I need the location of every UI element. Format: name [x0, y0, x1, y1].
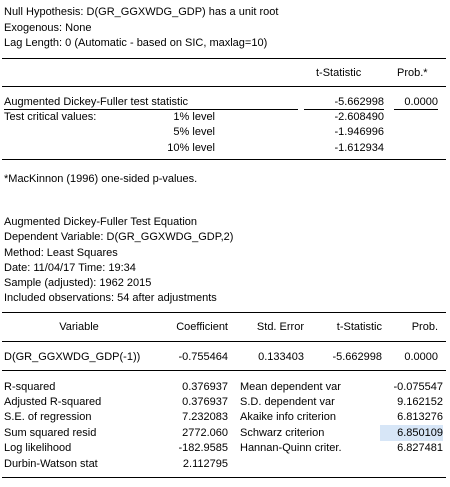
coef-tstat: -5.662998 [332, 351, 382, 363]
observations-line: Included observations: 54 after adjustments [4, 292, 217, 304]
coef-value: -0.755464 [178, 351, 228, 363]
stat-value-log-likelihood: -182.9585 [178, 442, 228, 454]
coef-variable: D(GR_GGXWDG_GDP(-1)) [4, 351, 141, 363]
col-coefficient-header: Coefficient [176, 321, 228, 333]
stat-label-r-squared: R-squared [4, 381, 56, 393]
method-line: Method: Least Squares [4, 247, 118, 259]
crit-level-1: 1% level [173, 111, 215, 123]
table-top-rule [2, 58, 446, 59]
stat-label-hannan-quinn: Hannan-Quinn criter. [240, 442, 342, 454]
stat-label-mean-dep: Mean dependent var [240, 381, 341, 393]
stat-value-se-regression: 7.232083 [182, 411, 228, 423]
stat-value-adj-r-squared: 0.376937 [182, 396, 228, 408]
col-prob-header: Prob.* [397, 67, 428, 79]
coef-prob: 0.0000 [404, 351, 438, 363]
crit-level-5: 5% level [173, 126, 215, 138]
exogenous-line: Exogenous: None [4, 22, 92, 34]
stat-label-adj-r-squared: Adjusted R-squared [4, 396, 102, 408]
stats-bottom-rule [2, 477, 446, 478]
stat-label-log-likelihood: Log likelihood [4, 442, 72, 454]
sample-line: Sample (adjusted): 1962 2015 [4, 277, 152, 289]
coef-bottom-rule [2, 370, 446, 371]
col-variable-header: Variable [59, 321, 99, 333]
date-line: Date: 11/04/17 Time: 19:34 [4, 262, 136, 274]
stat-value-hannan-quinn: 6.827481 [397, 442, 443, 454]
col-tstat-header-2: t-Statistic [336, 321, 382, 333]
crit-value-1: -2.608490 [334, 111, 384, 123]
adf-label: Augmented Dickey-Fuller test statistic [4, 96, 298, 110]
stat-value-r-squared: 0.376937 [182, 381, 228, 393]
stat-label-akaike: Akaike info criterion [240, 411, 336, 423]
crit-level-10: 10% level [167, 142, 215, 154]
adf-tstat: -5.662998 [304, 96, 384, 110]
equation-title: Augmented Dickey-Fuller Test Equation [4, 216, 198, 228]
stat-label-schwarz: Schwarz criterion [240, 427, 325, 439]
stat-value-akaike: 6.813276 [397, 411, 443, 423]
dependent-variable: Dependent Variable: D(GR_GGXWDG_GDP,2) [4, 231, 234, 243]
coef-stderror: 0.133403 [258, 351, 304, 363]
stat-value-mean-dep: -0.075547 [393, 381, 443, 393]
stat-label-durbin-watson: Durbin-Watson stat [4, 458, 98, 470]
crit-label: Test critical values: [4, 111, 97, 123]
coef-header-rule [2, 341, 446, 342]
stat-label-ssr: Sum squared resid [4, 427, 97, 439]
crit-value-10: -1.612934 [334, 142, 384, 154]
coef-top-rule [2, 312, 446, 313]
stat-label-sd-dep: S.D. dependent var [240, 396, 335, 408]
adf-prob: 0.0000 [394, 96, 438, 110]
table-header-rule [2, 86, 446, 87]
col-tstat-header: t-Statistic [316, 67, 362, 79]
stat-value-durbin-watson: 2.112795 [182, 458, 228, 470]
crit-value-5: -1.946996 [334, 126, 384, 138]
null-hypothesis: Null Hypothesis: D(GR_GGXWDG_GDP) has a unit root [4, 6, 279, 18]
table-bottom-rule [2, 159, 446, 160]
lag-length-line: Lag Length: 0 (Automatic - based on SIC, maxlag=10) [4, 37, 268, 49]
stat-value-sd-dep: 9.162152 [397, 396, 443, 408]
footnote: *MacKinnon (1996) one-sided p-values. [4, 173, 198, 185]
stat-label-se-regression: S.E. of regression [4, 411, 92, 423]
stat-value-schwarz-selected-cell[interactable]: 6.850109 [380, 425, 443, 441]
col-stderror-header: Std. Error [256, 321, 304, 333]
col-prob-header-2: Prob. [411, 321, 438, 333]
stat-value-ssr: 2772.060 [182, 427, 228, 439]
